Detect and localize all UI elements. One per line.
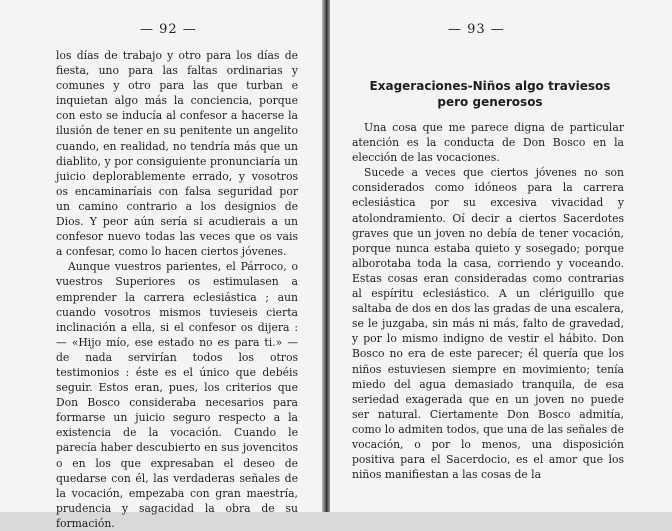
paragraph: Aunque vuestros parientes, el Párroco, o vuestros Superiores os estimulasen a emprender la carrera eclesiástica ; aun cuando vosotros mismos tuvieseis cierta inclinación a ella, si el confesor os dijera : — «Hijo mío, ese estado no es para ti.» — de nada servirían todos los otros testimonios : éste es el único que debéis seguir. Estos eran, pues, los criterios que Don Bosco consideraba necesarios para formarse un juicio seguro respecto a la existencia de la vocación. Cuando le parecía haber descubierto en sus jovencitos o en los que expresaban el deseo de quedarse con él, las verdaderas señales de la vocación, empezaba con gran maestría, prudencia y sagacidad la obra de su formación.: [56, 260, 298, 530]
left-page: [0, 0, 322, 530]
left-body-text: [56, 48, 298, 531]
book-gutter: [322, 0, 330, 512]
paragraph: Una cosa que me parece digna de particular atención es la conducta de Don Bosco en la elección de las vocaciones.: [352, 121, 624, 165]
chapter-title-line: Exageraciones-Niños algo traviesos: [369, 79, 611, 93]
paragraph: Sucede a veces que ciertos jóvenes no son considerados como idóneos para la carrera eclesiástica por su excesiva vivacidad y atolondramiento. Oí decir a ciertos Sacerdotes graves que un joven no debía de tener vocación, porque nunca estaba quieto y sosegado; porque alborotaba toda la casa, corriendo y voceando. Estas cosas eran consideradas como contrarias al espíritu eclesiástico. A un clériguillo que saltaba de dos en dos las gradas de una escalera, se le juzgaba, sin más ni más, falto de gravedad, y por lo mismo indigno de vestir el hábito. Don Bosco no era de este parecer; él quería que los niños estuviesen siempre en movimiento; tenía miedo del agua demasiado tranquila, de esa seriedad exagerada que en un joven no puede ser natural. Ciertamente Don Bosco admitía, como lo admiten todos, que una de las señales de vocación, o por lo menos, una disposición positiva para el Sacerdocio, es el amor que los niños manifiestan a las cosas de la: [352, 166, 624, 482]
paragraph: los días de trabajo y otro para los días de fiesta, uno para las faltas ordinarias y comunes y otro para las que turban e inquietan algo más la conciencia, porque con esto se inducía al confesor a hacerse la ilusión de tener en su penitente un angelito cuando, en realidad, no tendría más que un diablito, y por consiguiente pronunciaría un juicio deplorablemente errado, y vosotros os encaminaríais con falsa seguridad por un camino contrario a los designios de Dios. Y peor aún sería si acudierais a un confesor nuevo todas las veces que os vais a confesar, como lo hacen ciertos jóvenes.: [56, 49, 298, 259]
right-body-text: [352, 120, 624, 482]
page-number: — 92 —: [140, 22, 197, 37]
chapter-title: [340, 78, 640, 110]
chapter-title-line: pero generosos: [437, 95, 543, 109]
right-page: [330, 0, 672, 512]
page-number: — 93 —: [448, 22, 505, 37]
